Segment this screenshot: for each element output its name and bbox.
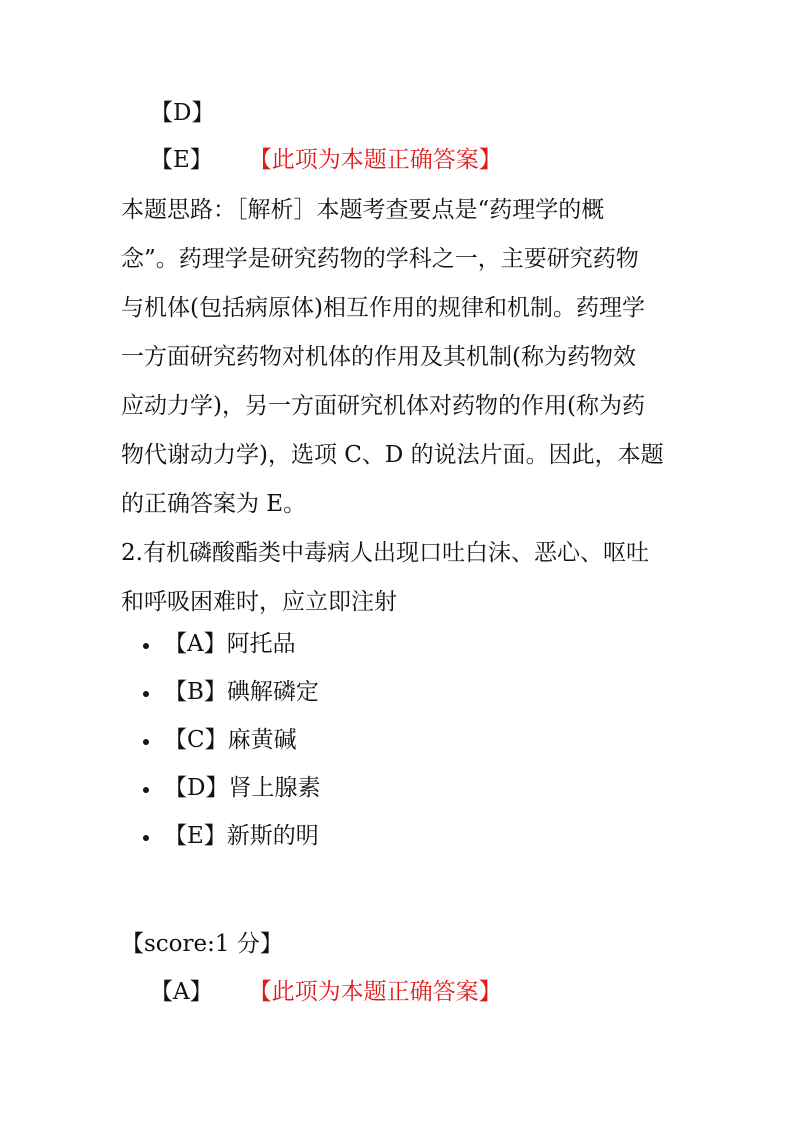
option-item[interactable] <box>143 764 320 812</box>
analysis-line: 的正确答案为 E。 <box>121 491 307 517</box>
bullet-icon <box>143 787 149 793</box>
bullet-icon <box>143 739 149 745</box>
question2-stem-line: 和呼吸困难时，应立即注射 <box>121 589 397 615</box>
option-text: 【A】阿托品 <box>164 631 296 657</box>
analysis-line: 一方面研究药物对机体的作用及其机制(称为药物效 <box>121 344 636 370</box>
option-text: 【C】麻黄碱 <box>164 727 297 753</box>
option-item[interactable] <box>143 716 320 764</box>
correct-answer-marker: 【此项为本题正确答案】 <box>248 147 502 173</box>
option-d-label: 【D】 <box>150 100 215 126</box>
option-text: 【D】肾上腺素 <box>164 775 321 801</box>
analysis-paragraph <box>121 186 681 627</box>
score-label: 【score:1 分】 <box>121 931 283 957</box>
analysis-line: 本题思路：［解析］本题考查要点是“药理学的概 <box>121 197 605 223</box>
option-item[interactable] <box>143 620 320 668</box>
bullet-icon <box>143 835 149 841</box>
option-e-label: 【E】 <box>150 147 213 173</box>
analysis-line: 念”。药理学是研究药物的学科之一，主要研究药物 <box>121 246 639 272</box>
analysis-line: 与机体(包括病原体)相互作用的规律和机制。药理学 <box>121 295 645 321</box>
answer-row <box>150 977 502 1007</box>
question2-options <box>143 620 320 860</box>
option-item[interactable] <box>143 812 320 860</box>
bullet-icon <box>143 691 149 697</box>
option-e-row <box>150 145 502 175</box>
answer-label: 【A】 <box>150 979 213 1005</box>
option-text: 【B】碘解磷定 <box>164 679 319 705</box>
analysis-line: 应动力学)，另一方面研究机体对药物的作用(称为药 <box>121 393 645 419</box>
bullet-icon <box>143 643 149 649</box>
correct-answer-marker: 【此项为本题正确答案】 <box>248 979 502 1005</box>
analysis-line: 物代谢动力学)，选项 C、D 的说法片面。因此，本题 <box>121 442 664 468</box>
option-item[interactable] <box>143 668 320 716</box>
option-text: 【E】新斯的明 <box>164 823 319 849</box>
question2-stem-line: 2.有机磷酸酯类中毒病人出现口吐白沫、恶心、呕吐 <box>121 540 649 566</box>
